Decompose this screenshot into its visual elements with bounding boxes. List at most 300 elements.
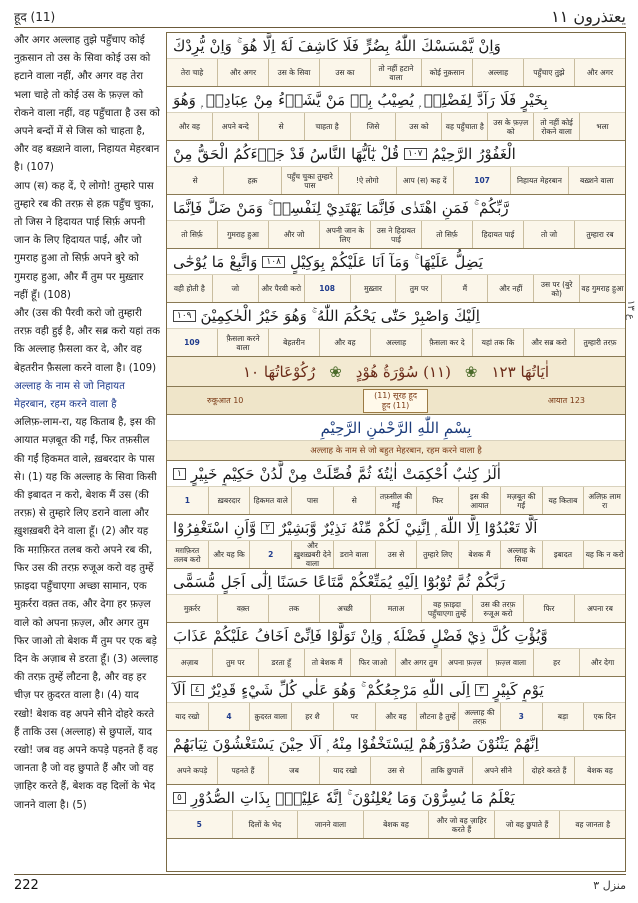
word-meaning-cell: क़ुदरत वाला (249, 703, 291, 730)
translation-column (14, 32, 160, 872)
arabic-word: يٰٓاَيُّهَا (351, 144, 376, 163)
arabic-word: تُوْبُوْٓا (423, 572, 452, 591)
word-meaning-cell: और जो (268, 221, 319, 248)
word-meaning-cell: जो वह छुपाते हैं (494, 811, 560, 838)
word-meaning-row (167, 329, 625, 357)
word-meaning-cell: हर शै (291, 703, 333, 730)
arabic-word: مَا (211, 252, 225, 271)
surah-info-band (167, 387, 625, 415)
word-meaning-cell: याद रखो (319, 757, 370, 784)
arabic-word: بِضُرٍّ (363, 36, 390, 55)
word-meaning-cell: मज़बूत की गईं (500, 487, 542, 514)
arabic-word: اِنَّهُمْ (513, 734, 539, 753)
word-meaning-cell: अलिफ़ लाम रा (583, 487, 625, 514)
arabic-word: شَيْءٍ (241, 680, 274, 699)
surah-ruku-count: رُكُوْعَاتُهَا ١٠ (242, 362, 316, 381)
translation-paragraph: आप (स) कह दें, ऐ लोगो! तुम्हारे पास तुम्हारे रब की तरफ़ से हक़ पहुँच चुका, तो जिस ने हिदायत पाई सिर्फ़ अपनी जान के लिए हिदायत पाई, और जो गुमराह हुआ तो सिर्फ़ अपने बुरे को गुमराह हुआ, और मैं तुम पर मुख़्तार नहीं हूँ। (108) (14, 180, 154, 301)
arabic-word: عَذَابَ (173, 626, 209, 645)
word-meaning-cell: तो बेशक मैं (304, 649, 350, 676)
header-juz-label: يعتذرون ١١ (551, 7, 626, 26)
arabic-word: يَوْمٍ (522, 680, 544, 699)
word-meaning-cell: डराने वाला (333, 541, 375, 568)
arabic-word: قُلْ (380, 144, 399, 163)
arabic-word: خَبِيْرٍ (190, 464, 218, 483)
word-meaning-cell: इबादत (542, 541, 584, 568)
arabic-verse-line (167, 87, 625, 113)
word-meaning-row (167, 275, 625, 303)
word-meaning-cell: उस को (395, 113, 441, 140)
arabic-word: ١٠٧ (404, 148, 427, 160)
word-meaning-cell: तुम्हारा रब (574, 221, 625, 248)
word-meaning-cell: डरता हूँ (258, 649, 304, 676)
arabic-word: لِفَضْلِهٖ (423, 90, 472, 109)
word-meaning-cell: वह फ़ाइदा पहुँचाएगा तुम्हें (421, 595, 472, 622)
word-meaning-cell: पहुँचाए तुझे (523, 59, 574, 86)
arabic-word: خَيْرُ (256, 306, 279, 325)
arabic-word: يَضِلُّ (454, 252, 483, 271)
arabic-word: اللّٰهَ (440, 518, 462, 537)
word-meaning-cell: फ़ज़्ल वाला (487, 649, 533, 676)
arabic-word: الْحَقُّ (197, 144, 229, 163)
word-meaning-cell: हिदायत पाई (472, 221, 523, 248)
word-meaning-cell: और पैरवी करो (258, 275, 304, 302)
arabic-word: يُمَتِّعْكُمْ (349, 572, 392, 591)
word-meaning-cell: और सब्र करो (523, 329, 574, 356)
word-meaning-cell: दिलों के भेद (232, 811, 298, 838)
arabic-word: يَهْتَدِيْ (326, 198, 362, 217)
word-meaning-cell: और अगर (574, 59, 625, 86)
arabic-word: مَا (470, 788, 484, 807)
word-meaning-cell: याद रखो (175, 712, 200, 721)
arabic-word: جَاۗءَكُمُ (233, 144, 285, 163)
arabic-word: يُصِيْبُ (377, 90, 414, 109)
word-meaning-cell: ख़बरदार (208, 487, 250, 514)
arabic-word: فَضْلٍ (430, 626, 463, 645)
word-meaning-cell: 107 (453, 167, 510, 194)
word-meaning-cell: पास (291, 487, 333, 514)
arabic-word: بِخَيْرٍ (521, 90, 548, 109)
word-meaning-cell: अल्लाह (370, 329, 421, 356)
word-meaning-cell: और जो वह ज़ाहिर करते हैं (428, 811, 494, 838)
word-meaning-cell: निहायत मेहरबान (510, 167, 567, 194)
word-meaning-cell: यहां तक कि (472, 329, 523, 356)
arabic-word: بِهٖ (350, 90, 373, 109)
arabic-word: اَخَافُ (254, 626, 289, 645)
arabic-verse-line (167, 623, 625, 649)
bismillah-translation: अल्लाह के नाम से जो बहुत मेहरबान, रहम करने वाला है (167, 441, 625, 461)
word-by-word-grid (166, 32, 626, 872)
arabic-word: يُعْلِنُوْنَ (352, 788, 392, 807)
arabic-word: الصُّدُوْرِ (190, 788, 235, 807)
word-meaning-cell: और अगर (217, 59, 268, 86)
word-meaning-cell: वह जानता है (559, 811, 625, 838)
word-meaning-cell: मुक़र्रर (183, 604, 201, 613)
word-meaning-cell: तक (268, 595, 319, 622)
word-meaning-cell: ताकि छुपालें (421, 757, 472, 784)
arabic-word: فَاِنَّمَا (173, 198, 203, 217)
word-meaning-cell: कोई नुक़सान (421, 59, 472, 86)
arabic-word: هُوَ (241, 36, 258, 55)
ruku-marker: ع ١٣ (625, 300, 636, 320)
arabic-word: وَهُوَ (333, 680, 357, 699)
arabic-word: كُلَّ (490, 626, 510, 645)
arabic-word: وَهُوَ (173, 90, 196, 109)
word-meaning-cell: बख़्शने वाला (568, 167, 625, 194)
arabic-word: اللّٰهِ (422, 680, 444, 699)
word-meaning-cell: अपने सीने (472, 757, 523, 784)
word-meaning-row (167, 757, 625, 785)
word-meaning-cell: बेशक मैं (458, 541, 500, 568)
word-meaning-cell: और वह (319, 329, 370, 356)
arabic-word: اَنَا (371, 252, 385, 271)
word-meaning-cell: वही होती है (173, 284, 205, 293)
word-meaning-cell: बेशक वह (574, 757, 625, 784)
bismillah: بِسْمِ اللّٰهِ الرَّحْمٰنِ الرَّحِيْمِ (167, 415, 625, 441)
arabic-word: صُدُوْرَهُمْ (418, 734, 472, 753)
word-meaning-cell: मैं (441, 275, 487, 302)
arabic-word: عَلِيْمٌۢ (275, 788, 321, 807)
surah-name: (١١) سُوْرَةُ هُوْدٍ (355, 362, 451, 381)
word-meaning-cell: तफ़सील की गईं (375, 487, 417, 514)
arabic-verse-line (167, 249, 625, 275)
arabic-word: وَّاَنِ (233, 518, 257, 537)
word-meaning-cell: से (258, 113, 304, 140)
word-meaning-cell: पहुँच चुका तुम्हारे पास (281, 167, 338, 194)
arabic-word: فَمَنِ (441, 198, 469, 217)
arabic-word: وَمَنْ (236, 198, 263, 217)
word-meaning-cell: मताअ (370, 595, 421, 622)
arabic-verse-line (167, 461, 625, 487)
word-meaning-cell: हक़ (223, 167, 280, 194)
arabic-word: وَاِنْ (478, 36, 501, 55)
word-meaning-cell: गुमराह हुआ (217, 221, 268, 248)
arabic-word: مِنْ (288, 464, 308, 483)
arabic-word: مُّسَمًّى (173, 572, 216, 591)
arabic-word: يَثْنُوْنَ (476, 734, 509, 753)
word-meaning-cell: मग़फ़िरत तलब करो (173, 545, 201, 564)
ruku-count-hi: रुकूआत 10 (207, 396, 244, 405)
word-meaning-cell: और ख़ुशख़बरी देने वाला (291, 541, 333, 568)
page-number: 222 (14, 878, 39, 893)
word-meaning-cell: जानने वाला (297, 811, 363, 838)
arabic-word: ٥ (173, 792, 186, 804)
word-meaning-cell: तेरा चाहे (180, 68, 204, 77)
word-meaning-cell: 5 (196, 820, 202, 829)
word-meaning-cell: पर (333, 703, 375, 730)
arabic-word: كِتٰبٌ (452, 464, 479, 483)
arabic-word: اهْتَدٰى (400, 198, 437, 217)
word-meaning-row (167, 703, 625, 731)
word-meaning-cell: बेहतरीन (268, 329, 319, 356)
arabic-word: عَلَيْكُمْ (213, 626, 250, 645)
word-meaning-row (167, 59, 625, 87)
arabic-word: لَّدُنْ (259, 464, 283, 483)
arabic-word: عَلَيْكُمْ (329, 252, 367, 271)
word-meaning-cell: अल्लाह की तरफ़ (458, 703, 500, 730)
arabic-word: قَدْ (289, 144, 305, 163)
word-meaning-cell: 1 (184, 496, 190, 505)
word-meaning-cell: तो नहीं हटाने वाला (370, 59, 421, 86)
word-meaning-cell: 4 (208, 703, 250, 730)
arabic-verse-line (167, 195, 625, 221)
word-meaning-cell: मुख़्तार (350, 275, 396, 302)
arabic-word: بِوَكِيْلٍ (289, 252, 325, 271)
word-meaning-row (167, 541, 625, 569)
arabic-word: اُحْكِمَتْ (402, 464, 448, 483)
word-meaning-cell: 108 (304, 275, 350, 302)
surah-title-band (167, 357, 625, 387)
arabic-word: لِنَفْسِهٖ (272, 198, 322, 217)
arabic-word: رَبَّكُمْ (475, 572, 506, 591)
arabic-word: يُسِرُّوْنَ (421, 788, 466, 807)
arabic-word: الْغَفُوْرُ (477, 144, 516, 163)
word-meaning-cell: और यह कि (208, 541, 250, 568)
word-meaning-cell: 109 (184, 338, 200, 347)
word-meaning-cell: उस की तरफ़ रुजूअ करो (472, 595, 523, 622)
arabic-word: رَآدَّ (476, 90, 496, 109)
word-meaning-cell: 3 (500, 703, 542, 730)
word-meaning-cell: और देगा (579, 649, 625, 676)
arabic-word: ثُمَّ (357, 464, 372, 483)
word-meaning-cell: तो सिर्फ़ (421, 221, 472, 248)
word-meaning-cell: उस पर (बुरे को) (533, 275, 579, 302)
arabic-word: ١٠٩ (173, 310, 196, 322)
word-meaning-cell: अच्छी (319, 595, 370, 622)
word-meaning-row (167, 167, 625, 195)
arabic-word: يُوْحٰٓى (173, 252, 207, 271)
arabic-word: عِبَادِهٖ (205, 90, 249, 109)
translation-paragraph: अलिफ़-लाम-रा, यह किताब है, इस की आयात मज़बूत की गईं, फिर तफ़सील की गईं हिकमत वाले, ख़बरदार के पास से। (1) यह कि अल्लाह के सिवा किसी की इबादत न करो, बेशक मैं उस (की तरफ़) से तुम्हारे लिए डराने वाला और ख़ुशख़बरी देने वाला हूँ। (2) और यह कि मग़फ़िरत तलब करो अपने रब की, फिर उस की तरफ़ रुजूअ करो वह तुम्हें फ़ाइदा पहुँचाएगा अच्छा सामान, एक मुक़र्ररा वक़्त तक, और देगा हर फ़ज़्ल वाले को अपना फ़ज़्ल, और अगर तुम फिर जाओ तो बेशक मैं तुम पर एक बड़े दिन के अज़ाब से डरता हूँ। (3) अल्लाह की तरफ़ तुम्हें लौटना है, और वह हर चीज़ पर क़ुदरत वाला है। (4) याद रखो! बेशक वह अपने सीने दोहरे करते हैं ताकि उस (अल्लाह) से छुपालें, याद रखो! जब वह अपने कपड़े पहनते हैं वह जानता है जो वह छुपाते हैं और जो वह ज़ाहिर करते हैं, बेशक वह दिलों के भेद जानने वाला है। (5) (14, 417, 158, 811)
arabic-word: الْحٰكِمِيْنَ (200, 306, 252, 325)
page-footer (14, 874, 626, 896)
arabic-word: ضَلَّ (207, 198, 232, 217)
arabic-word: ١٠٨ (262, 256, 285, 268)
word-meaning-row (167, 649, 625, 677)
arabic-word: يَسْتَغْشُوْنَ (212, 734, 274, 753)
word-meaning-cell: से (333, 487, 375, 514)
arabic-verse-line (167, 677, 625, 703)
arabic-word: يَّمْسَسْكَ (421, 36, 474, 55)
arabic-word: يَّشَاۗءُ (278, 90, 321, 109)
arabic-word: وَمَآ (389, 252, 410, 271)
word-meaning-cell: और अगर तुम (395, 649, 441, 676)
word-meaning-cell: तुम्हारे लिए (416, 541, 458, 568)
arabic-word: بِذَاتِ (239, 788, 271, 807)
word-meaning-cell: वह गुमराह हुआ (579, 275, 625, 302)
arabic-word: الرَّحِيْمُ (431, 144, 473, 163)
ayat-count-hi: आयात 123 (547, 396, 585, 405)
arabic-word: وَاصْبِرْ (412, 306, 449, 325)
arabic-word: فَاِنِّىْٓ (293, 626, 322, 645)
arabic-word: وَّبَشِيْرٌ (279, 518, 317, 537)
arabic-word: عَلٰي (301, 680, 329, 699)
word-meaning-cell: तुम्हारी तरफ़ (574, 329, 625, 356)
arabic-word: حَسَنًا (276, 572, 309, 591)
word-meaning-cell: अल्लाह के सिवा (500, 541, 542, 568)
word-meaning-cell: पहनते हैं (217, 757, 268, 784)
word-meaning-cell: 2 (249, 541, 291, 568)
arabic-word: اللّٰهُ (316, 306, 339, 325)
arabic-word: مِنْهُ (331, 734, 353, 753)
arabic-word: ٣ (475, 684, 488, 696)
arabic-word: وَّيُؤْتِ (514, 626, 548, 645)
arabic-word: ثِيَابَهُمْ (173, 734, 208, 753)
word-meaning-row (167, 221, 625, 249)
arabic-word: فَاِنَّمَا (366, 198, 396, 217)
arabic-word: مِّنْهُ (351, 518, 372, 537)
arabic-word: رَّبِّكُمْ (478, 198, 509, 217)
flower-icon: ❀ (464, 362, 478, 381)
arabic-word: اِلٰٓى (250, 572, 272, 591)
arabic-word: عَلَيْهَا (419, 252, 450, 271)
word-meaning-cell: बेशक वह (363, 811, 429, 838)
arabic-word: وَهُوَ (283, 306, 307, 325)
arabic-word: اِنَّهٗ (325, 788, 343, 807)
arabic-word: يُّرِدْكَ (173, 36, 205, 55)
arabic-word: حَكِيْمٍ (222, 464, 255, 483)
translation-paragraph: और अगर अल्लाह तुझे पहुँचाए कोई नुक़सान तो उस के सिवा कोई उस को हटाने वाला नहीं, और अगर वह तेरा भला चाहे तो कोई उस के फ़ज़्ल को रोकने वाला नहीं, वह पहुँचाता है उस को अपने बन्दों में से जिस को चाहता है, और वह बख़्शने वाला, निहायत मेहरबान है। (107) (14, 35, 160, 174)
word-meaning-cell: फिर (523, 595, 574, 622)
arabic-word: اللّٰهُ (394, 36, 417, 55)
word-meaning-cell: फिर जाओ (350, 649, 396, 676)
arabic-word: اَلَآ (173, 680, 186, 699)
arabic-word: اِلَيْكَ (453, 306, 480, 325)
arabic-word: اٰيٰتُهٗ (376, 464, 398, 483)
word-meaning-cell: जो (212, 275, 258, 302)
word-meaning-cell: उस ने हिदायत पाई (370, 221, 421, 248)
word-meaning-cell: अज़ाब (180, 658, 199, 667)
word-meaning-cell: वह पहुँचाता है (441, 113, 487, 140)
arabic-word: اَجَلٍ (220, 572, 246, 591)
word-meaning-cell: हिकमत वाले (249, 487, 291, 514)
word-meaning-cell: उस के फ़ज़्ल को (487, 113, 533, 140)
surah-name-box (363, 389, 428, 413)
arabic-word: مَرْجِعُكُمْ (366, 680, 418, 699)
header-surah-label: हूद (11) (14, 10, 56, 24)
word-meaning-cell: तो नहीं कोई रोकने वाला (533, 113, 579, 140)
word-meaning-cell: उस के सिवा (268, 59, 319, 86)
arabic-word: مِنْ (173, 144, 193, 163)
arabic-word: كَاشِفَ (297, 36, 338, 55)
arabic-word: لِيَسْتَخْفُوْا (357, 734, 414, 753)
arabic-verse-line (167, 141, 625, 167)
arabic-word: وَمَا (396, 788, 417, 807)
word-meaning-cell: ऐ लोगो! (338, 167, 395, 194)
arabic-word: تَعْبُدُوْٓا (484, 518, 520, 537)
word-meaning-cell: तो जो (523, 221, 574, 248)
arabic-word: اِلَيْهِ (396, 572, 419, 591)
arabic-word: اِنَّنِيْ (404, 518, 430, 537)
arabic-verse-line (167, 33, 625, 59)
word-meaning-cell: उस का (319, 59, 370, 86)
arabic-word: وَاتَّبِعْ (229, 252, 258, 271)
arabic-word: نَذِيْرٌ (321, 518, 347, 537)
word-meaning-cell: से (192, 176, 198, 185)
arabic-word: اٰلٓرٰ (483, 464, 501, 483)
word-meaning-cell: अपना फ़ज़्ल (441, 649, 487, 676)
arabic-word: قَدِيْرٌ (208, 680, 237, 699)
arabic-word: فَلَا (342, 36, 359, 55)
arabic-verse-line (167, 785, 625, 811)
arabic-word: فُصِّلَتْ (312, 464, 353, 483)
arabic-word: اِلَى (448, 680, 471, 699)
arabic-word: وَاِنْ (209, 36, 232, 55)
arabic-word: فَلَا (500, 90, 517, 109)
arabic-verse-line (167, 515, 625, 541)
word-meaning-row (167, 811, 625, 839)
word-meaning-cell: अल्लाह (472, 59, 523, 86)
word-meaning-cell: आप (स) कह दें (396, 167, 453, 194)
arabic-word: مَنْ (325, 90, 346, 109)
word-meaning-cell: एक दिन (583, 703, 625, 730)
word-meaning-cell: इस की आयात (458, 487, 500, 514)
arabic-word: حَتّٰى (380, 306, 408, 325)
word-meaning-cell: और वह (375, 703, 417, 730)
arabic-word: وَاِنْ (360, 626, 383, 645)
word-meaning-cell: बड़ा (542, 703, 584, 730)
word-meaning-cell: यह किताब (542, 487, 584, 514)
word-meaning-cell: और वह (178, 122, 201, 131)
arabic-word: مَّتَاعًا (313, 572, 345, 591)
arabic-word: اَلَا (309, 734, 322, 753)
arabic-word: لَكُمْ (376, 518, 400, 537)
arabic-verse-line (167, 569, 625, 595)
arabic-word: اِلَّا (466, 518, 480, 537)
arabic-word: كُلِّ (278, 680, 297, 699)
word-meaning-cell: अपनी जान के लिए (319, 221, 370, 248)
arabic-word: اَلَّا (524, 518, 538, 537)
translation-paragraph: और (उस की पैरवी करो जो तुम्हारी तरफ़ वही हुई है, और सब्र करो यहां तक कि अल्लाह फ़ैसला कर दे, और वह बेहतरीन फ़ैसला करने वाला है। (109) (14, 308, 160, 374)
word-meaning-cell: अपने कपड़े (176, 766, 208, 775)
arabic-word: لَهٗٓ (280, 36, 293, 55)
word-meaning-cell: चाहता है (304, 113, 350, 140)
arabic-word: ثُمَّ (456, 572, 471, 591)
word-meaning-cell: उस से (375, 541, 417, 568)
arabic-word: اسْتَغْفِرُوْا (173, 518, 229, 537)
word-meaning-cell: फ़ैसला करने वाला (217, 329, 268, 356)
arabic-word: ١ (173, 468, 186, 480)
arabic-word: حِيْنَ (278, 734, 305, 753)
word-meaning-cell: दोहरे करते हैं (523, 757, 574, 784)
arabic-word: تَوَلَّوْا (326, 626, 356, 645)
word-meaning-cell: और नहीं (487, 275, 533, 302)
word-meaning-cell: फ़ैसला कर दे (421, 329, 472, 356)
flower-icon: ❀ (329, 362, 342, 381)
word-meaning-cell: तुम पर (212, 649, 258, 676)
arabic-word: ٤ (191, 684, 204, 696)
manzil-label: منزل ٣ (593, 879, 626, 892)
word-meaning-row (167, 113, 625, 141)
translation-paragraph: अल्लाह के नाम से जो निहायत मेहरबान, रहम करने वाला है (14, 380, 125, 411)
arabic-verse-line (167, 303, 625, 329)
word-meaning-cell: हर (533, 649, 579, 676)
word-meaning-cell: लौटना है तुम्हें (416, 703, 458, 730)
word-meaning-cell: भला (579, 113, 625, 140)
arabic-verse-line (167, 731, 625, 757)
word-meaning-cell: जिसे (350, 113, 396, 140)
word-meaning-cell: जब (268, 757, 319, 784)
arabic-word: يَعْلَمُ (488, 788, 515, 807)
arabic-word: ذِيْ (467, 626, 486, 645)
surah-makki-hi: हूद (11) (381, 400, 410, 410)
word-meaning-row (167, 595, 625, 623)
arabic-word: كَبِيْرٍ (492, 680, 518, 699)
word-meaning-cell: अपना रब (574, 595, 625, 622)
arabic-word: النَّاسُ (309, 144, 347, 163)
arabic-word: فَضْلَهٗ (392, 626, 426, 645)
word-meaning-row (167, 487, 625, 515)
word-meaning-cell: तो सिर्फ़ (181, 230, 203, 239)
